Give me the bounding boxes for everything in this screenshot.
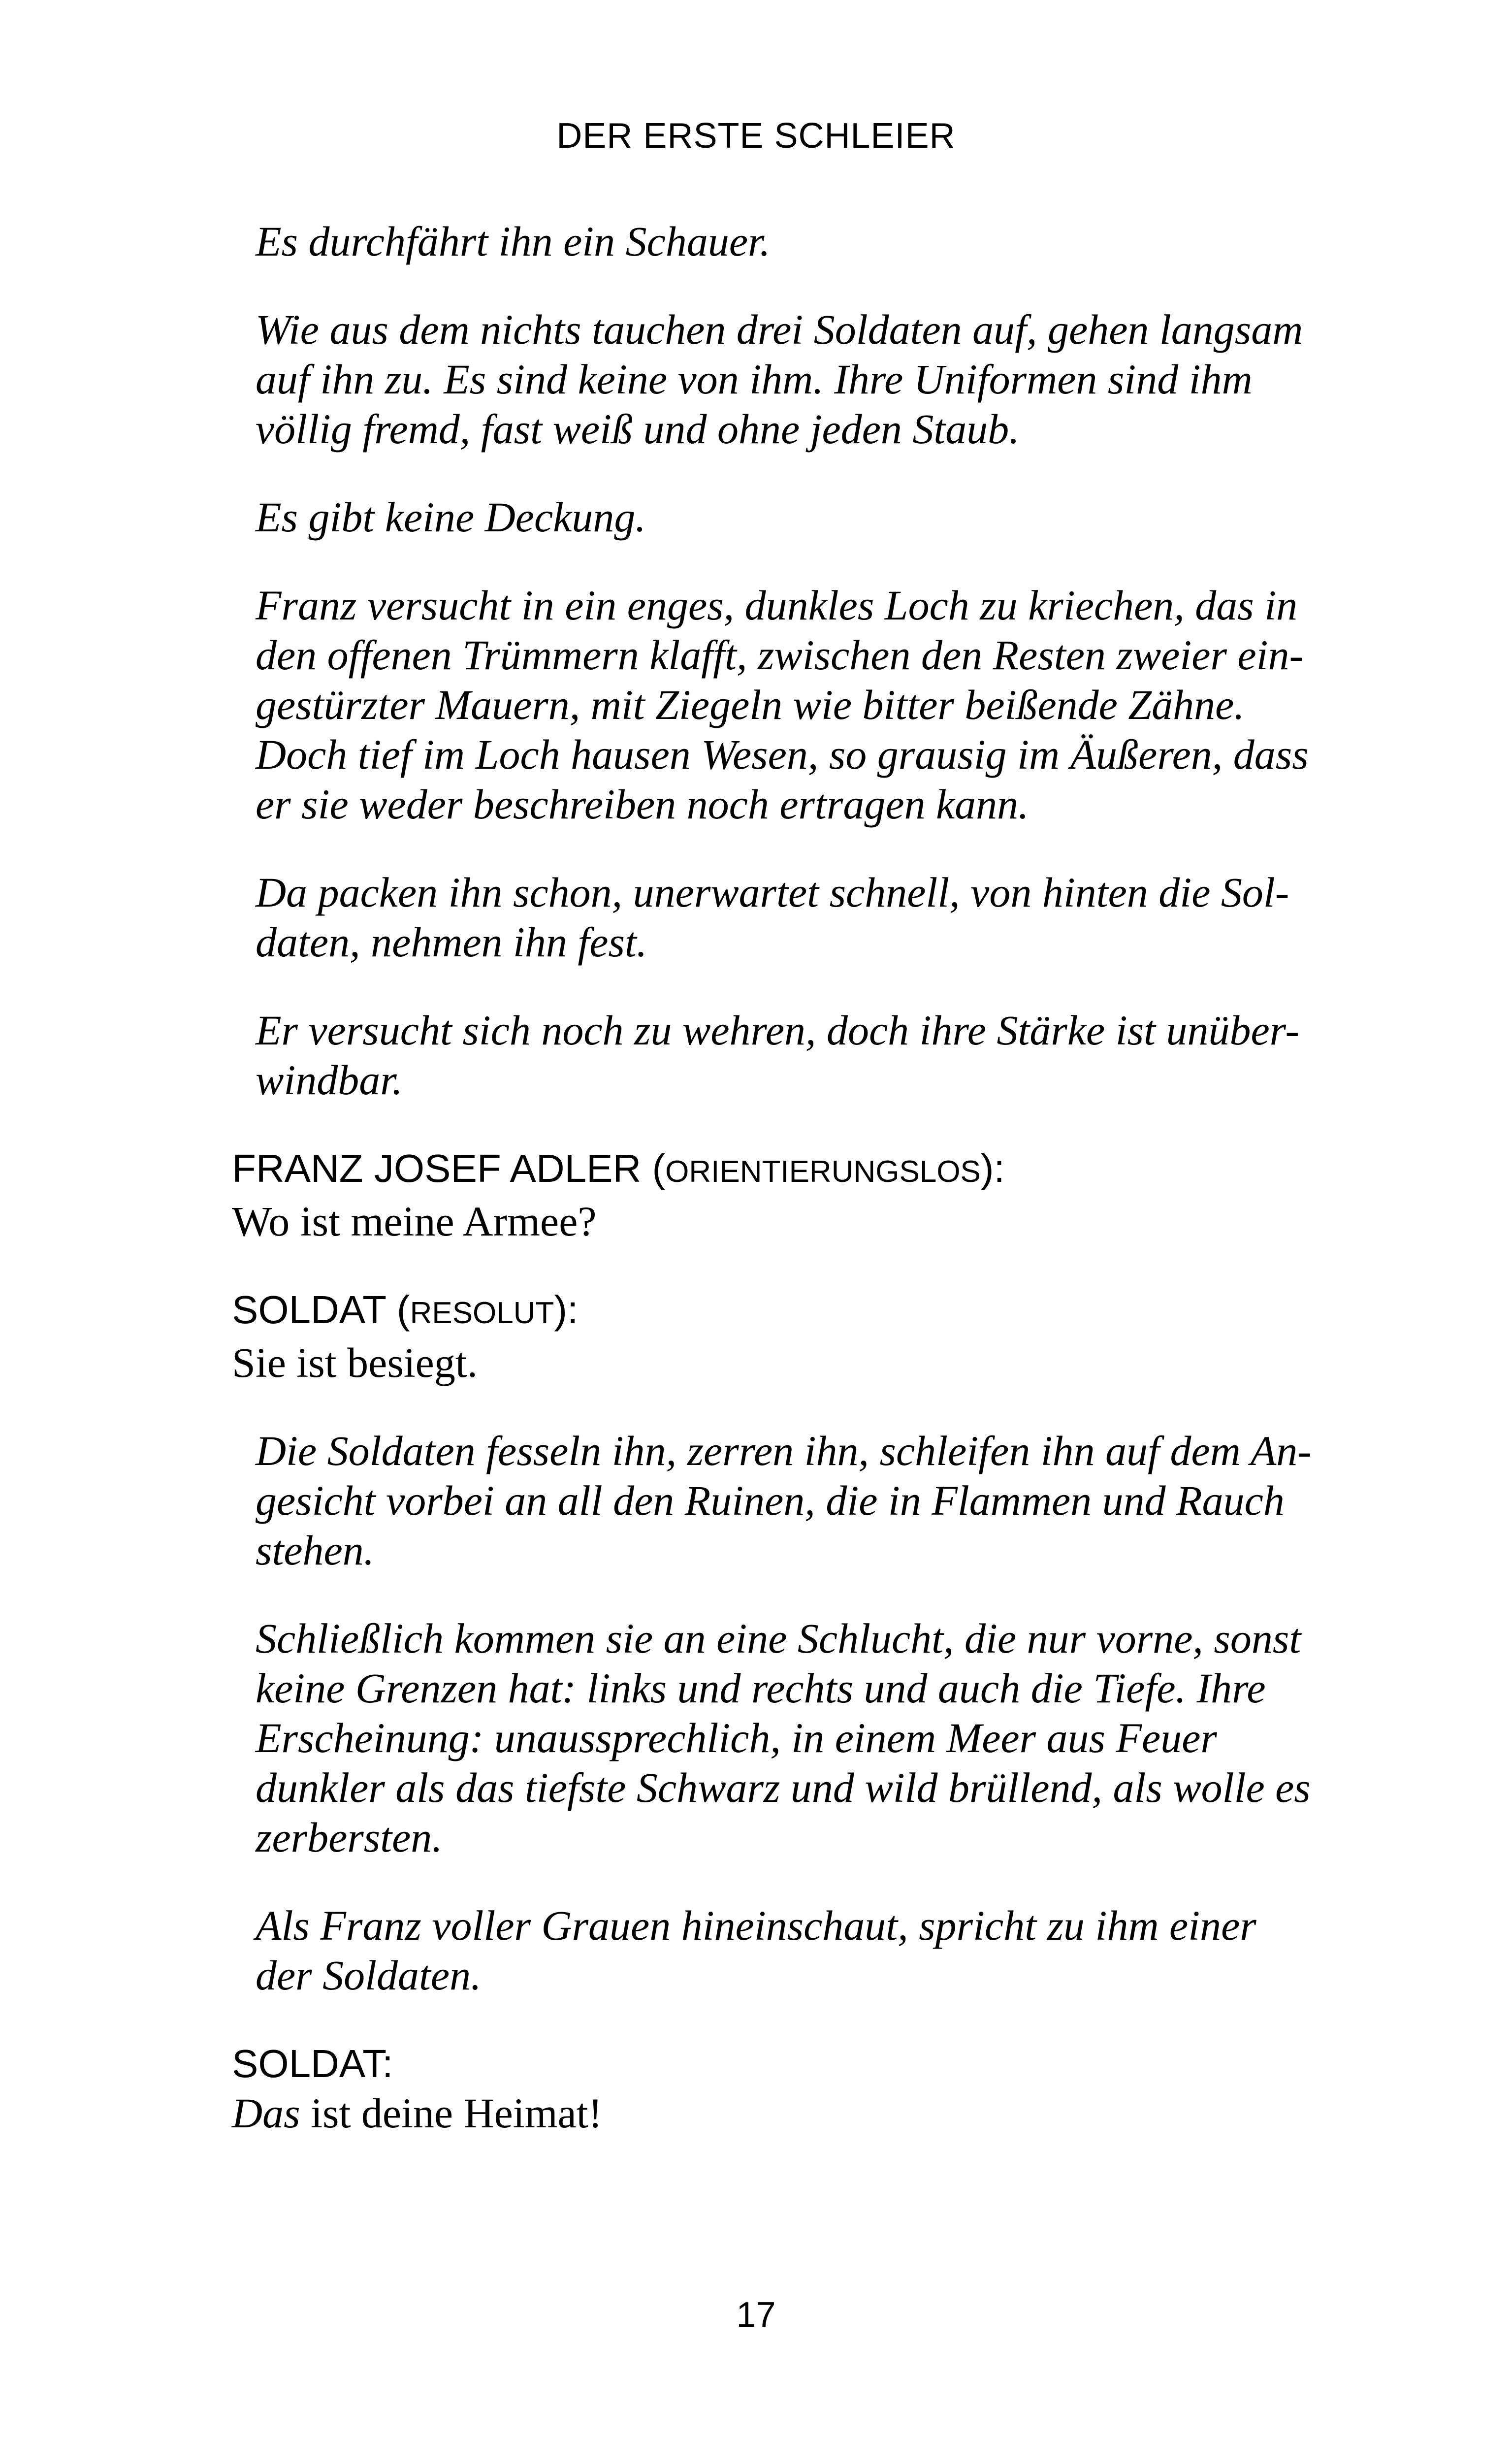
text-line: dunkler als das tiefste Schwarz und wild brüllend, als wolle es [256, 1764, 1311, 1811]
speaker-direction: RESOLUT [410, 1296, 554, 1330]
text-line: gesicht vorbei an all den Ruinen, die in Flammen und Rauch [256, 1477, 1285, 1524]
speaker-direction: ORIENTIERUNGSLOS [665, 1155, 981, 1189]
page-body [232, 217, 1354, 2177]
dialogue-line [232, 2088, 1354, 2138]
text-line: Doch tief im Loch hausen Wesen, so grausig im Äußeren, dass [256, 731, 1309, 778]
stage-direction [256, 868, 1354, 967]
running-header: DER ERSTE SCHLEIER [556, 116, 956, 156]
text-line: gestürzter Mauern, mit Ziegeln wie bitter beißende Zähne. [256, 681, 1245, 728]
speaker-name: SOLDAT [232, 1288, 386, 1332]
stage-direction [256, 1426, 1354, 1575]
text-line: Es gibt keine Deckung. [256, 493, 646, 541]
speaker-name: SOLDAT [232, 2042, 383, 2085]
stage-direction [256, 581, 1354, 829]
text-line: völlig fremd, fast weiß und ohne jeden Staub. [256, 405, 1020, 453]
text-line: windbar. [256, 1056, 403, 1104]
stage-direction [256, 305, 1354, 454]
text-line: Die Soldaten fesseln ihn, zerren ihn, schleifen ihn auf dem An- [256, 1427, 1312, 1474]
paren-open: ( [641, 1146, 666, 1190]
dialogue-line: Sie ist besiegt. [232, 1339, 478, 1386]
line-text: ist deine Heimat! [300, 2089, 603, 2137]
text-line: daten, nehmen ihn fest. [256, 918, 647, 966]
text-line: stehen. [256, 1527, 375, 1574]
text-line: Schließlich kommen sie an eine Schlucht, die nur vorne, sonst [256, 1615, 1301, 1662]
speaker-heading [232, 1285, 1354, 1338]
page-number: 17 [736, 2295, 776, 2335]
text-line: er sie weder beschreiben noch ertragen kann. [256, 781, 1029, 828]
paren-close: ): [554, 1288, 579, 1332]
text-line: Es durchfährt ihn ein Schauer. [256, 218, 771, 265]
speaker-colon: : [382, 2042, 393, 2085]
paren-close: ): [980, 1146, 1005, 1190]
text-line: Als Franz voller Grauen hineinschaut, spricht zu ihm einer [256, 1902, 1256, 1949]
stage-direction [256, 1006, 1354, 1105]
text-line: den offenen Trümmern klafft, zwischen den Resten zweier ein- [256, 631, 1304, 679]
stage-direction [256, 217, 1354, 266]
text-line: Da packen ihn schon, unerwartet schnell, von hinten die Sol- [256, 869, 1289, 916]
text-line: Erscheinung: unaussprechlich, in einem Meer aus Feuer [256, 1714, 1217, 1761]
stage-direction [256, 492, 1354, 542]
paren-open: ( [386, 1288, 410, 1332]
text-line: Wie aus dem nichts tauchen drei Soldaten auf, gehen langsam [256, 306, 1303, 353]
text-line: keine Grenzen hat: links und rechts und auch die Tiefe. Ihre [256, 1664, 1266, 1712]
text-line: zerbersten. [256, 1814, 443, 1861]
text-line: Franz versucht in ein enges, dunkles Loch zu kriechen, das in [256, 582, 1298, 629]
speaker-heading [232, 1143, 1354, 1197]
speaker-name: FRANZ JOSEF ADLER [232, 1146, 642, 1190]
text-line: auf ihn zu. Es sind keine von ihm. Ihre Uniformen sind ihm [256, 356, 1253, 403]
dialogue-line: Wo ist meine Armee? [232, 1198, 597, 1245]
text-line: der Soldaten. [256, 1952, 482, 1999]
stage-direction [256, 1901, 1354, 2000]
stage-direction [256, 1614, 1354, 1862]
text-line: Er versucht sich noch zu wehren, doch ihre Stärke ist unüber- [256, 1007, 1300, 1054]
speaker-heading [232, 2039, 1354, 2088]
emphasized-word: Das [232, 2089, 300, 2137]
